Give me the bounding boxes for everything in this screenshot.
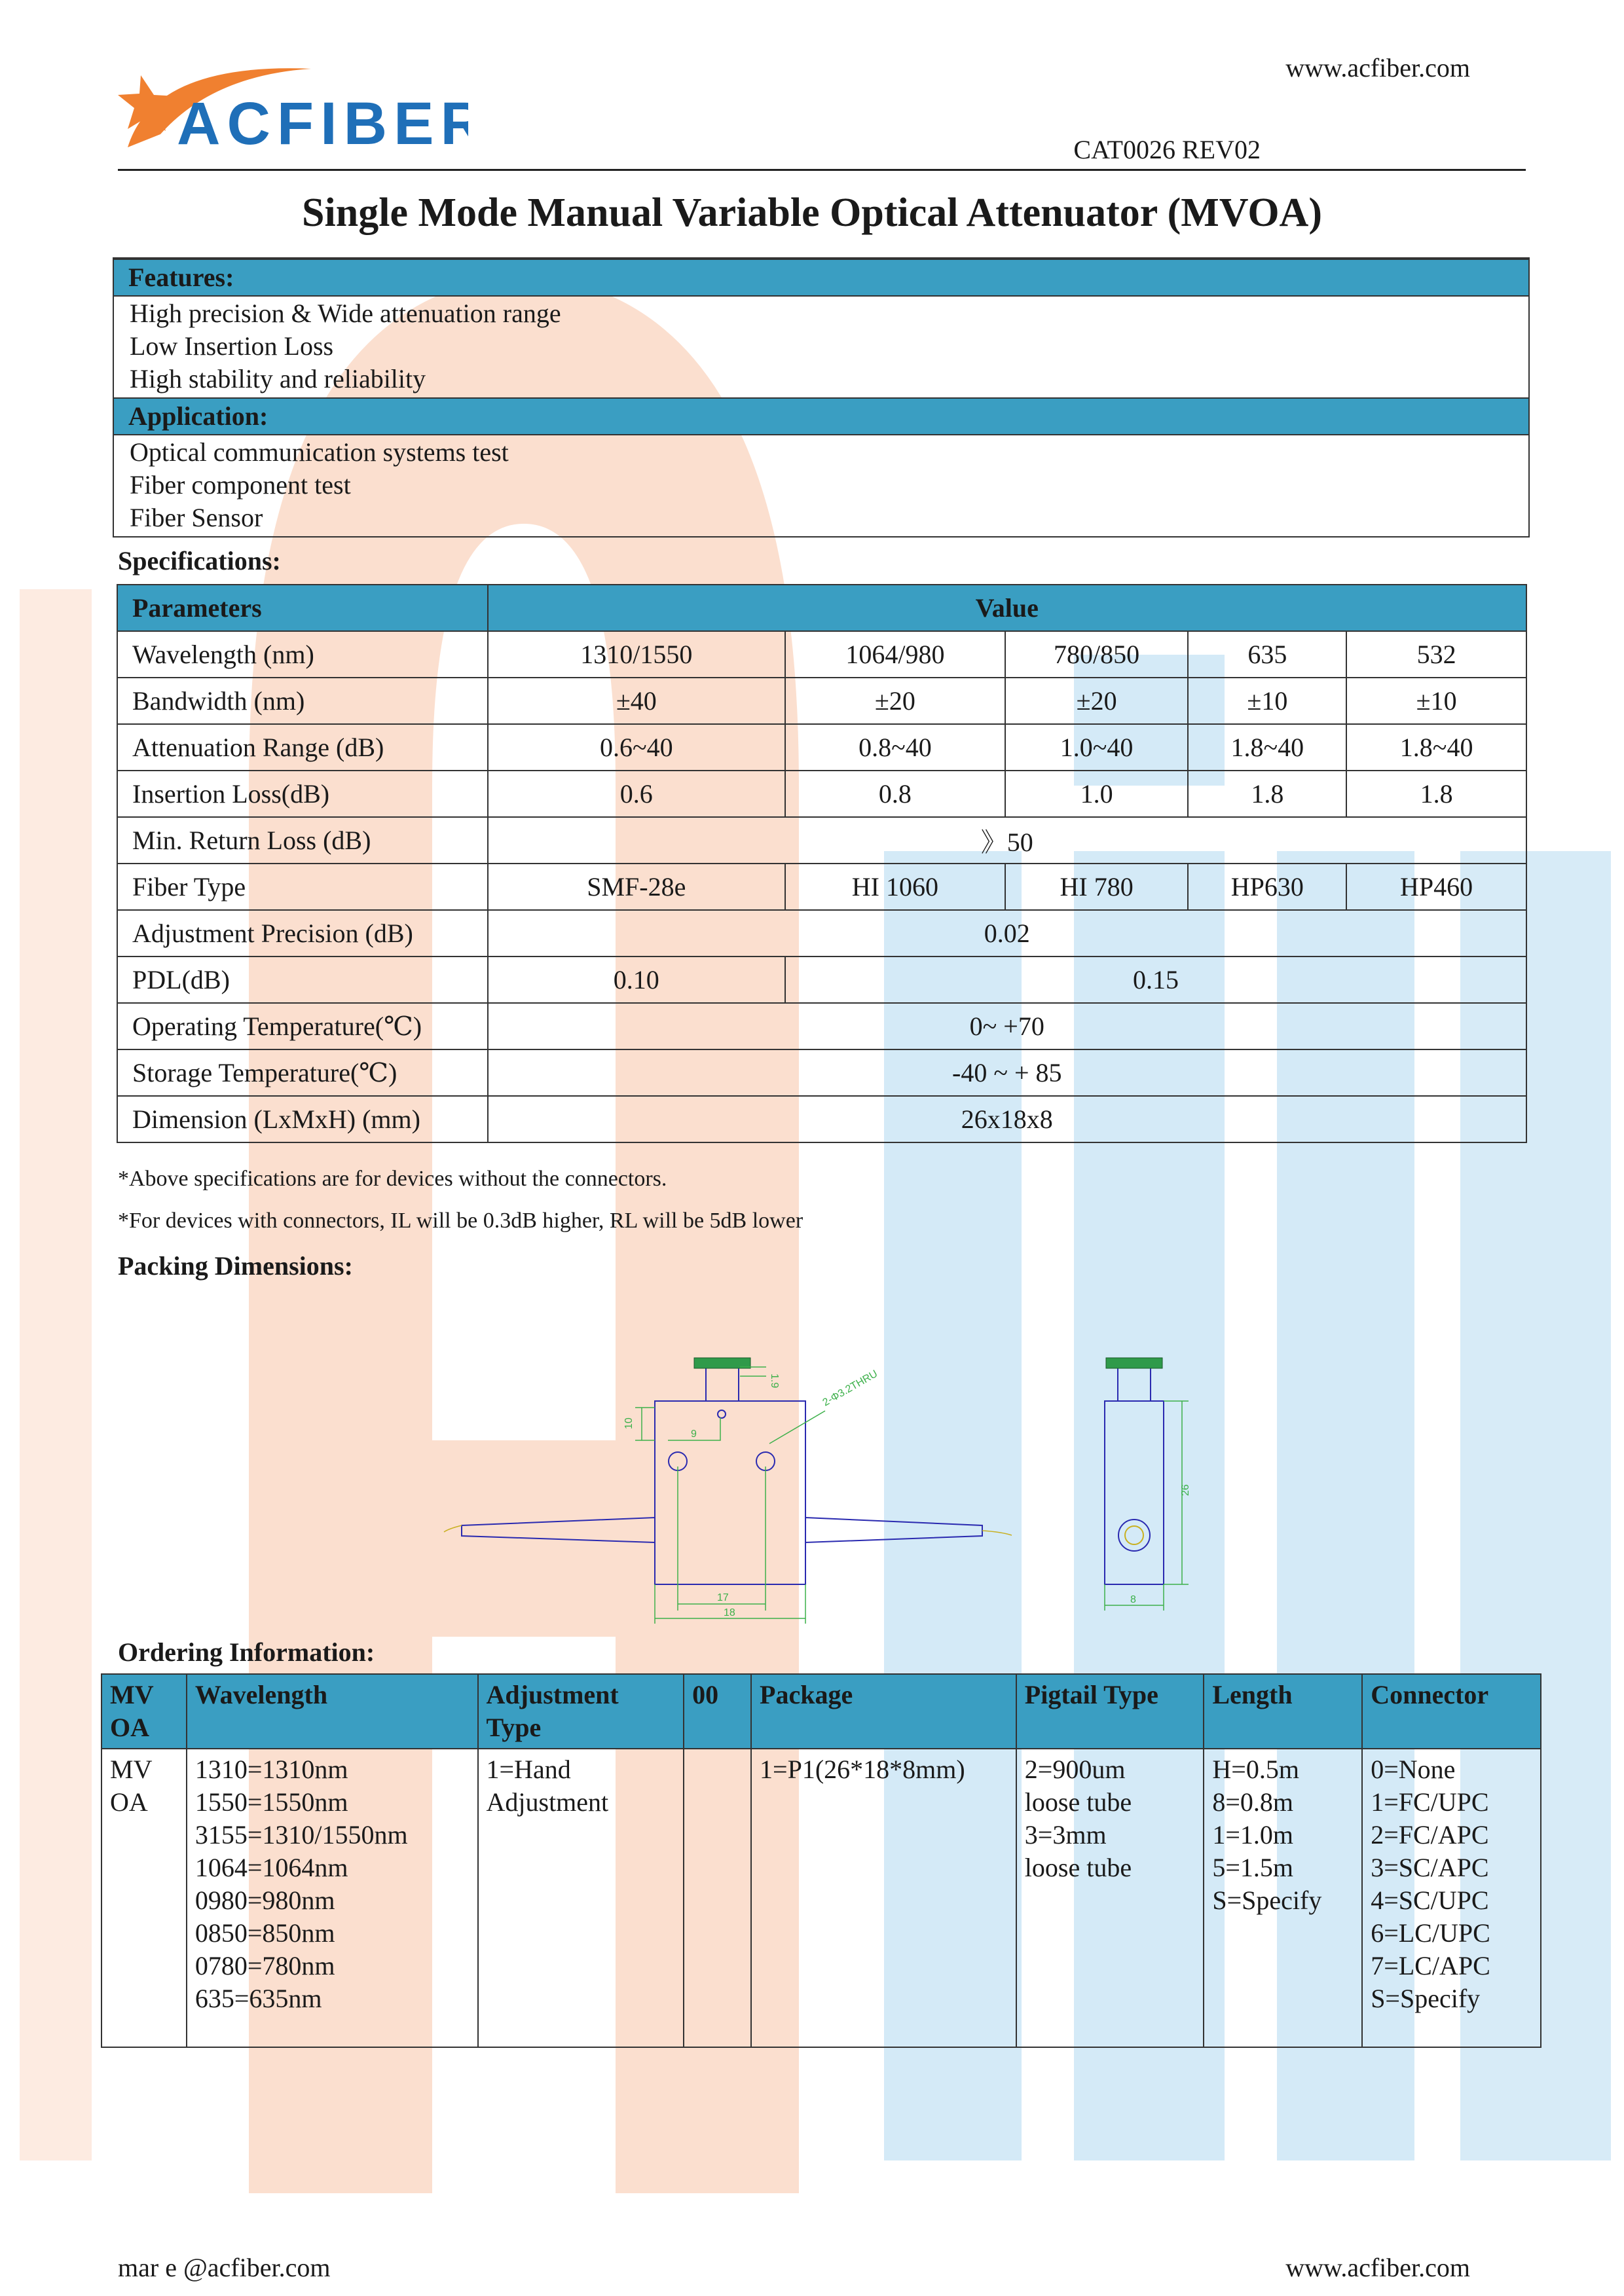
specifications-table xyxy=(117,584,1527,1143)
option-line: 1310=1310nm xyxy=(194,1755,348,1784)
header-cell: Package xyxy=(751,1674,1016,1749)
param-value: -40 ~ + 85 xyxy=(488,1049,1526,1096)
param-value: 0.15 xyxy=(785,957,1526,1003)
param-value: ±10 xyxy=(1188,678,1346,724)
dim-leader-hole xyxy=(769,1411,825,1444)
option-line: S=Specify xyxy=(1212,1886,1322,1915)
table-row xyxy=(117,1049,1526,1096)
pigtail-cell xyxy=(1016,1749,1204,2047)
page-title: Single Mode Manual Variable Optical Attenuator (MVOA) xyxy=(302,191,1322,235)
table-row xyxy=(117,1096,1526,1142)
application-item: Fiber Sensor xyxy=(130,503,263,532)
table-row xyxy=(117,678,1526,724)
dim-line-17 xyxy=(678,1467,766,1611)
option-line: 8=0.8m xyxy=(1212,1787,1294,1817)
ordering-table xyxy=(101,1673,1541,2048)
logo-swoosh-icon xyxy=(115,49,468,160)
spec-note: *Above specifications are for devices without the connectors. xyxy=(118,1167,667,1191)
spec-note: *For devices with connectors, IL will be 0.3dB higher, RL will be 5dB lower xyxy=(118,1209,803,1233)
adjust-screw-hole xyxy=(718,1410,726,1418)
param-value: 0.10 xyxy=(488,957,786,1003)
connector-cell xyxy=(1362,1749,1541,2047)
logo-text: ACFIBER xyxy=(177,90,468,157)
feature-item: Low Insertion Loss xyxy=(130,331,334,361)
param-value: 0.02 xyxy=(488,910,1526,957)
feature-item: High precision & Wide attenuation range xyxy=(130,299,561,328)
header-parameters: Parameters xyxy=(117,585,488,631)
left-fiber-boot xyxy=(462,1518,655,1542)
param-value: 532 xyxy=(1346,631,1526,678)
param-value: HP460 xyxy=(1346,864,1526,910)
header-cell: Wavelength xyxy=(187,1674,478,1749)
packing-dimensions-label: Packing Dimensions: xyxy=(118,1251,353,1281)
param-value: SMF-28e xyxy=(488,864,786,910)
option-line: 0=None xyxy=(1371,1755,1456,1784)
catalog-number: CAT0026 REV02 xyxy=(1073,135,1261,164)
option-line: 4=SC/UPC xyxy=(1371,1886,1489,1915)
option-line: 1=Hand xyxy=(486,1755,571,1784)
param-value: HP630 xyxy=(1188,864,1346,910)
dim-label: 1.9 xyxy=(769,1374,780,1389)
option-line: loose tube xyxy=(1024,1787,1132,1817)
option-line: 1=FC/UPC xyxy=(1371,1787,1489,1817)
option-line: 3=SC/APC xyxy=(1371,1853,1489,1882)
dim-label: 8 xyxy=(1130,1594,1136,1605)
application-header: Application: xyxy=(114,397,1528,435)
param-value: HI 1060 xyxy=(785,864,1005,910)
header-divider xyxy=(118,169,1526,171)
specifications-label: Specifications: xyxy=(118,546,281,575)
param-value: 26x18x8 xyxy=(488,1096,1526,1142)
header-cell: Connector xyxy=(1362,1674,1541,1749)
param-value: 780/850 xyxy=(1005,631,1189,678)
features-application-box xyxy=(113,257,1530,538)
fiber-port-outer xyxy=(1118,1520,1150,1551)
header-cell: Adjustment Type xyxy=(478,1674,684,1749)
ordering-information-label: Ordering Information: xyxy=(118,1637,375,1667)
right-fiber-boot xyxy=(805,1518,982,1542)
param-value: 1310/1550 xyxy=(488,631,786,678)
param-name: Attenuation Range (dB) xyxy=(117,724,488,771)
packing-dimension-drawing xyxy=(393,1336,1244,1624)
adjustment-cell xyxy=(478,1749,684,2047)
option-line: 2=900um xyxy=(1024,1755,1126,1784)
param-value: 0~ +70 xyxy=(488,1003,1526,1049)
param-name: Adjustment Precision (dB) xyxy=(117,910,488,957)
param-name: Fiber Type xyxy=(117,864,488,910)
application-item: Optical communication systems test xyxy=(130,437,509,467)
param-name: Wavelength (nm) xyxy=(117,631,488,678)
dim-label: 10 xyxy=(623,1417,635,1429)
option-line: 1=1.0m xyxy=(1212,1820,1294,1850)
param-value: HI 780 xyxy=(1005,864,1189,910)
option-line: 0850=850nm xyxy=(194,1918,335,1948)
dim-label: 2-Φ3.2THRU xyxy=(821,1368,880,1409)
header-cell: 00 xyxy=(684,1674,751,1749)
fiber-port-inner xyxy=(1125,1526,1143,1544)
dim-label: 26 xyxy=(1180,1484,1191,1496)
param-value: 0.6 xyxy=(488,771,786,817)
table-row xyxy=(117,910,1526,957)
feature-item: High stability and reliability xyxy=(130,364,426,393)
param-value: ±20 xyxy=(785,678,1005,724)
param-value: 0.8 xyxy=(785,771,1005,817)
package-cell xyxy=(751,1749,1016,2047)
footer-email[interactable]: mar e @acfiber.com xyxy=(118,2253,331,2282)
option-line: 1=P1(26*18*8mm) xyxy=(760,1755,965,1784)
features-header: Features: xyxy=(114,259,1528,297)
option-line: 2=FC/APC xyxy=(1371,1820,1489,1850)
param-value: 1064/980 xyxy=(785,631,1005,678)
device-body-side xyxy=(1105,1401,1164,1584)
table-row xyxy=(117,771,1526,817)
option-line: 1550=1550nm xyxy=(194,1787,348,1817)
dim-line-10 xyxy=(635,1408,655,1440)
param-value: 1.8 xyxy=(1188,771,1346,817)
option-line: 6=LC/UPC xyxy=(1371,1918,1490,1948)
code-line: OA xyxy=(110,1787,148,1817)
header-cell: MV OA xyxy=(101,1674,187,1749)
option-line: 1064=1064nm xyxy=(194,1853,348,1882)
param-name: Bandwidth (nm) xyxy=(117,678,488,724)
wavelength-cell xyxy=(187,1749,478,2047)
param-value: 0.8~40 xyxy=(785,724,1005,771)
fiber-stub xyxy=(444,1525,1012,1535)
param-value: 1.0~40 xyxy=(1005,724,1189,771)
param-value: 1.0 xyxy=(1005,771,1189,817)
option-line: 5=1.5m xyxy=(1212,1853,1294,1882)
dim-label: 18 xyxy=(724,1607,735,1618)
side-shaft xyxy=(1118,1367,1151,1401)
footer-url[interactable]: www.acfiber.com xyxy=(1285,2253,1470,2282)
param-name: Insertion Loss(dB) xyxy=(117,771,488,817)
param-value: ±20 xyxy=(1005,678,1189,724)
length-cell xyxy=(1204,1749,1362,2047)
acfiber-logo xyxy=(115,49,468,160)
reserved-cell xyxy=(684,1749,751,2047)
param-value: 0.6~40 xyxy=(488,724,786,771)
table-row xyxy=(117,1003,1526,1049)
option-line: 3=3mm xyxy=(1024,1820,1107,1850)
param-value: ±40 xyxy=(488,678,786,724)
option-line: S=Specify xyxy=(1371,1984,1481,2013)
adjust-shaft xyxy=(706,1367,739,1401)
dim-label: 9 xyxy=(691,1429,697,1440)
application-item: Fiber component test xyxy=(130,470,351,500)
param-name: Dimension (LxMxH) (mm) xyxy=(117,1096,488,1142)
param-value: 1.8~40 xyxy=(1346,724,1526,771)
table-row xyxy=(117,864,1526,910)
param-name: Operating Temperature(℃) xyxy=(117,1003,488,1049)
header-cell: Pigtail Type xyxy=(1016,1674,1204,1749)
option-line: 0780=780nm xyxy=(194,1951,335,1980)
code-line: MV xyxy=(110,1755,153,1784)
option-line: 7=LC/APC xyxy=(1371,1951,1490,1980)
table-row xyxy=(117,724,1526,771)
param-value: 1.8~40 xyxy=(1188,724,1346,771)
param-value: 》50 xyxy=(488,817,1526,864)
option-line: 3155=1310/1550nm xyxy=(194,1820,408,1850)
header-cell: Length xyxy=(1204,1674,1362,1749)
option-line: 0980=980nm xyxy=(194,1886,335,1915)
param-name: Min. Return Loss (dB) xyxy=(117,817,488,864)
param-value: ±10 xyxy=(1346,678,1526,724)
table-row xyxy=(117,957,1526,1003)
table-header-row xyxy=(101,1674,1541,1749)
table-row xyxy=(117,631,1526,678)
dim-label: 17 xyxy=(717,1592,729,1603)
knob-side xyxy=(1106,1358,1162,1368)
header-value: Value xyxy=(488,585,1526,631)
param-value: 635 xyxy=(1188,631,1346,678)
option-line: Adjustment xyxy=(486,1787,609,1817)
param-name: Storage Temperature(℃) xyxy=(117,1049,488,1096)
table-header-row xyxy=(117,585,1526,631)
model-cell xyxy=(101,1749,187,2047)
header-url[interactable]: www.acfiber.com xyxy=(1285,53,1470,82)
param-value: 1.8 xyxy=(1346,771,1526,817)
param-name: PDL(dB) xyxy=(117,957,488,1003)
table-row xyxy=(117,817,1526,864)
option-line: H=0.5m xyxy=(1212,1755,1299,1784)
option-line: 635=635nm xyxy=(194,1984,322,2013)
table-row xyxy=(101,1749,1541,2047)
option-line: loose tube xyxy=(1024,1853,1132,1882)
